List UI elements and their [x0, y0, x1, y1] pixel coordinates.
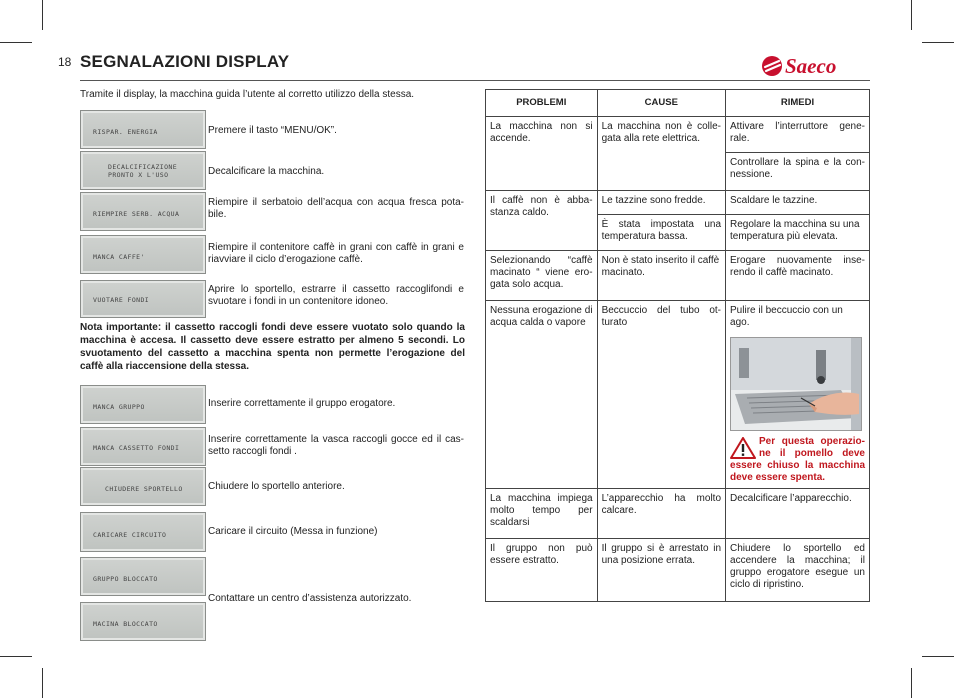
message-description: Riempire il serbatoio dell’acqua con acqua fresca pota-bile.	[208, 197, 464, 220]
header-problems: PROBLEMI	[486, 90, 598, 117]
lcd-text: DECALCIFICAZIONE PRONTO X L'USO	[108, 163, 178, 179]
lcd-text: MANCA CAFFE'	[93, 253, 145, 261]
lcd-display	[80, 467, 206, 506]
cause-cell: L’apparecchio ha molto calcare.	[597, 489, 725, 539]
remedy-cell: Erogare nuovamente inse-rendo il caffè macinato.	[726, 251, 870, 301]
cause-cell: Il gruppo si è arrestato in una posizione errata.	[597, 539, 725, 602]
lcd-display	[80, 602, 206, 641]
crop-mark	[0, 656, 32, 657]
warning-triangle-icon	[730, 437, 756, 459]
header-causes: CAUSE	[597, 90, 725, 117]
problem-cell: Il caffè non è abba-stanza caldo.	[486, 191, 598, 251]
crop-mark	[42, 668, 43, 698]
remedy-cell: Regolare la macchina su una temperatura più elevata.	[726, 215, 870, 251]
message-description: Aprire lo sportello, estrarre il cassetto raccoglifondi e svuotare i fondi in un contenitore idoneo.	[208, 284, 464, 307]
contact-service-text: Contattare un centro d’assistenza autorizzato.	[208, 593, 412, 604]
lcd-display	[80, 235, 206, 274]
lcd-display	[80, 427, 206, 466]
remedy-cell-with-image	[726, 301, 870, 489]
problem-cell: La macchina impiega molto tempo per scaldarsi	[486, 489, 598, 539]
lcd-text: CARICARE CIRCUITO	[93, 531, 167, 539]
title-rule	[80, 80, 870, 81]
cause-cell: È stata impostata una temperatura bassa.	[597, 215, 725, 251]
troubleshooting-table	[485, 89, 870, 602]
cause-cell: Le tazzine sono fredde.	[597, 191, 725, 215]
message-description: Decalcificare la macchina.	[208, 166, 325, 177]
lcd-text: RIEMPIRE SERB. ACQUA	[93, 210, 180, 218]
cause-cell: La macchina non è colle-gata alla rete elettrica.	[597, 117, 725, 191]
page-number: 18	[58, 55, 72, 69]
lcd-text: MACINA BLOCCATO	[93, 620, 158, 628]
problem-cell: Selezionando “caffè macinato “ viene ero-gata solo acqua.	[486, 251, 598, 301]
intro-text: Tramite il display, la macchina guida l’utente al corretto utilizzo della stessa.	[80, 89, 415, 100]
remedy-cell: Scaldare le tazzine.	[726, 191, 870, 215]
table-row	[486, 539, 870, 602]
message-description: Inserire correttamente il gruppo erogatore.	[208, 398, 396, 409]
brand-name: Saeco	[785, 54, 837, 78]
lcd-display	[80, 512, 206, 552]
remedy-cell: Chiudere lo sportello ed accendere la macchina; il gruppo erogatore esegue un ciclo di ripristino.	[726, 539, 870, 602]
lcd-display	[80, 385, 206, 424]
lcd-text: GRUPPO BLOCCATO	[93, 575, 158, 583]
table-row	[486, 251, 870, 301]
lcd-text: CHIUDERE SPORTELLO	[105, 485, 183, 493]
header-remedies: RIMEDI	[726, 90, 870, 117]
message-description: Riempire il contenitore caffè in grani con caffè in grani e riavviare il ciclo d’erogazione caffè.	[208, 242, 464, 265]
lcd-display	[80, 557, 206, 596]
message-description: Inserire correttamente la vasca raccogli gocce ed il cas-setto raccogli fondi .	[208, 434, 464, 457]
lcd-text: MANCA CASSETTO FONDI	[93, 444, 180, 452]
important-note: Nota importante: il cassetto raccogli fondi deve essere vuotato solo quando la macchina è accesa. Il cassetto deve essere estratto per almeno 5 secondi. Lo svuotamento del cassetto a macchina spenta non permette l’erogazione del caffè alla riaccensione della stessa.	[80, 322, 465, 372]
cause-cell: Non è stato inserito il caffè macinato.	[597, 251, 725, 301]
problem-cell: Il gruppo non può essere estratto.	[486, 539, 598, 602]
remedy-cell: Decalcificare l’apparecchio.	[726, 489, 870, 539]
lcd-text: MANCA GRUPPO	[93, 403, 145, 411]
table-header-row	[486, 90, 870, 117]
lcd-display	[80, 110, 206, 149]
crop-mark	[0, 42, 32, 43]
warning-note	[730, 436, 865, 484]
problem-cell: Nessuna erogazione di acqua calda o vapore	[486, 301, 598, 489]
remedy-cell: Attivare l’interruttore gene-rale.	[726, 117, 870, 153]
table-row	[486, 191, 870, 215]
page-title: SEGNALAZIONI DISPLAY	[80, 52, 290, 71]
lcd-display	[80, 151, 206, 190]
crop-mark	[911, 668, 912, 698]
remedy-text: Pulire il beccuccio con un ago.	[730, 305, 843, 328]
saeco-logo	[760, 52, 872, 80]
table-row	[486, 301, 870, 489]
crop-mark	[922, 656, 954, 657]
table-row	[486, 117, 870, 153]
message-description: Premere il tasto “MENU/OK”.	[208, 125, 337, 136]
table-row	[486, 489, 870, 539]
crop-mark	[922, 42, 954, 43]
crop-mark	[42, 0, 43, 30]
lcd-display	[80, 280, 206, 318]
cause-cell: Beccuccio del tubo ot-turato	[597, 301, 725, 489]
message-description: Chiudere lo sportello anteriore.	[208, 481, 345, 492]
message-description: Caricare il circuito (Messa in funzione)	[208, 526, 378, 537]
lcd-display	[80, 192, 206, 231]
lcd-text: VUOTARE FONDI	[93, 296, 150, 304]
nozzle-cleaning-photo	[730, 337, 862, 431]
problem-cell: La macchina non si accende.	[486, 117, 598, 191]
warning-text: Per questa operazio-ne il pomello deve essere chiuso la macchina deve essere spenta.	[730, 436, 865, 483]
lcd-text: RISPAR. ENERGIA	[93, 128, 158, 136]
crop-mark	[911, 0, 912, 30]
remedy-cell: Controllare la spina e la con-nessione.	[726, 153, 870, 191]
